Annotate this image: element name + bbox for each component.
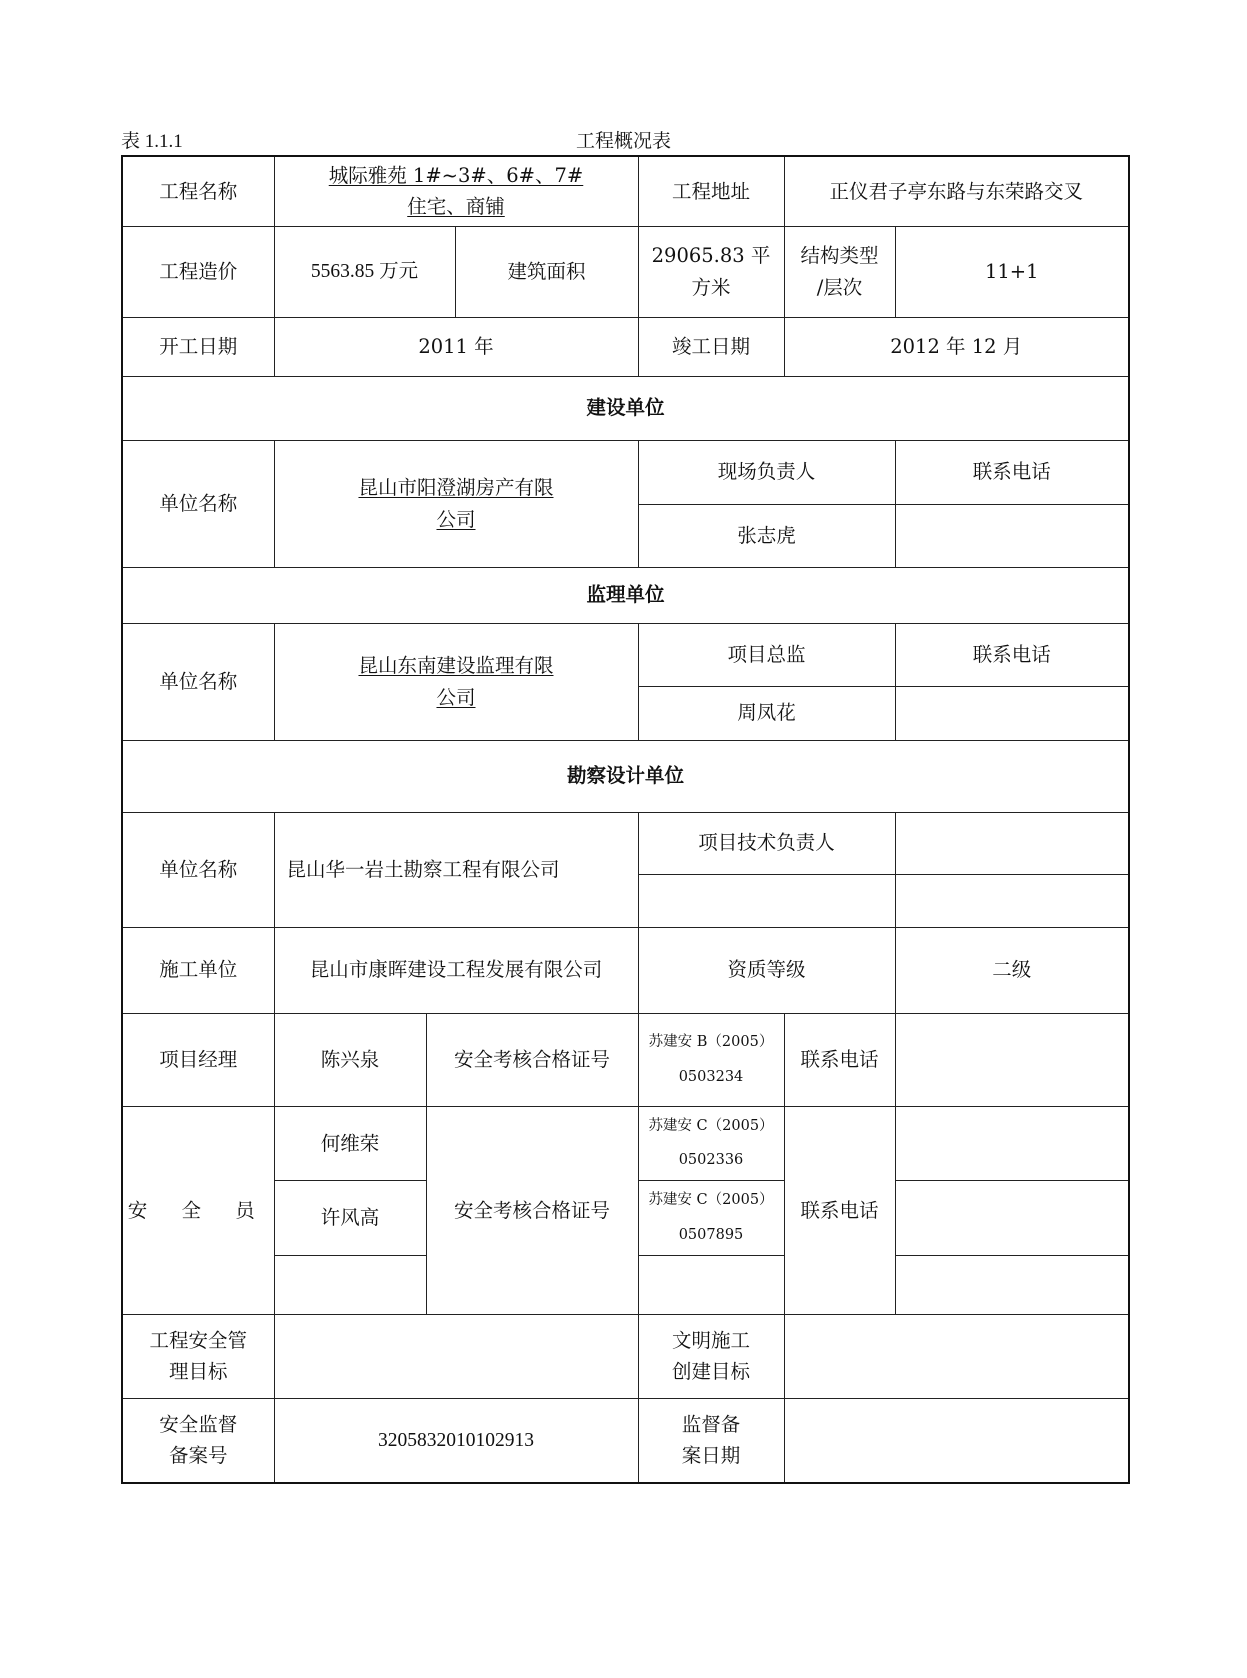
project-name-label: 工程名称	[122, 156, 274, 226]
builder-phone-label: 联系电话	[895, 440, 1129, 504]
supervisor-person-value: 周凤花	[638, 686, 895, 740]
record-number-label: 安全监督 备案号	[122, 1398, 274, 1483]
builder-person-label: 现场负责人	[638, 440, 895, 504]
building-area-label: 建筑面积	[455, 226, 638, 317]
designer-unit-label: 单位名称	[122, 812, 274, 927]
record-number-value: 3205832010102913	[274, 1398, 638, 1483]
safety-officer-name-3	[274, 1255, 426, 1314]
builder-unit-label: 单位名称	[122, 440, 274, 567]
supervisor-person-label: 项目总监	[638, 623, 895, 686]
safety-cert-value-3	[638, 1255, 784, 1314]
safety-goal-value	[274, 1314, 638, 1398]
manager-name: 陈兴泉	[274, 1013, 426, 1106]
manager-label: 项目经理	[122, 1013, 274, 1106]
project-name-value: 城际雅苑 1#~3#、6#、7# 住宅、商铺	[274, 156, 638, 226]
project-address-value: 正仪君子亭东路与东荣路交叉	[784, 156, 1129, 226]
safety-cert-label: 安全考核合格证号	[426, 1106, 638, 1314]
manager-phone-label: 联系电话	[784, 1013, 895, 1106]
safety-cert-value-1: 苏建安 C（2005） 0502336	[638, 1106, 784, 1181]
project-overview-table	[121, 155, 1130, 1484]
civil-goal-value	[784, 1314, 1129, 1398]
designer-person-extra	[895, 812, 1129, 874]
manager-cert-value: 苏建安 B（2005） 0503234	[638, 1013, 784, 1106]
contractor-value: 昆山市康晖建设工程发展有限公司	[274, 927, 638, 1013]
designer-section-title: 勘察设计单位	[122, 740, 1129, 812]
supervisor-section-title: 监理单位	[122, 567, 1129, 623]
safety-phone-label: 联系电话	[784, 1106, 895, 1314]
builder-person-value: 张志虎	[638, 504, 895, 567]
end-date-value: 2012 年 12 月	[784, 317, 1129, 376]
safety-phone-value-1	[895, 1106, 1129, 1181]
qualification-label: 资质等级	[638, 927, 895, 1013]
safety-phone-value-3	[895, 1255, 1129, 1314]
table-title: 工程概况表	[575, 130, 671, 152]
safety-cert-value-2: 苏建安 C（2005） 0507895	[638, 1181, 784, 1256]
supervisor-unit-value: 昆山东南建设监理有限 公司	[274, 623, 638, 740]
manager-phone-value	[895, 1013, 1129, 1106]
safety-officer-name-1: 何维荣	[274, 1106, 426, 1181]
record-date-value	[784, 1398, 1129, 1483]
designer-person-value	[638, 874, 895, 927]
project-address-label: 工程地址	[638, 156, 784, 226]
supervisor-unit-label: 单位名称	[122, 623, 274, 740]
safety-phone-value-2	[895, 1181, 1129, 1256]
record-date-label: 监督备 案日期	[638, 1398, 784, 1483]
safety-officer-label: 安 全 员	[122, 1106, 274, 1314]
table-number: 表 1.1.1	[121, 131, 183, 152]
safety-goal-label: 工程安全管 理目标	[122, 1314, 274, 1398]
builder-section-title: 建设单位	[122, 376, 1129, 440]
designer-phone-value	[895, 874, 1129, 927]
civil-goal-label: 文明施工 创建目标	[638, 1314, 784, 1398]
building-area-value: 29065.83 平 方米	[638, 226, 784, 317]
project-cost-value: 5563.85 万元	[274, 226, 455, 317]
supervisor-phone-label: 联系电话	[895, 623, 1129, 686]
qualification-value: 二级	[895, 927, 1129, 1013]
safety-officer-name-2: 许风高	[274, 1181, 426, 1256]
builder-phone-value	[895, 504, 1129, 567]
supervisor-phone-value	[895, 686, 1129, 740]
start-date-label: 开工日期	[122, 317, 274, 376]
manager-cert-label: 安全考核合格证号	[426, 1013, 638, 1106]
designer-person-label: 项目技术负责人	[638, 812, 895, 874]
structure-type-label: 结构类型 /层次	[784, 226, 895, 317]
contractor-label: 施工单位	[122, 927, 274, 1013]
start-date-value: 2011 年	[274, 317, 638, 376]
designer-unit-value: 昆山华一岩土勘察工程有限公司	[274, 812, 638, 927]
builder-unit-value: 昆山市阳澄湖房产有限 公司	[274, 440, 638, 567]
structure-type-value: 11+1	[895, 226, 1129, 317]
end-date-label: 竣工日期	[638, 317, 784, 376]
project-cost-label: 工程造价	[122, 226, 274, 317]
